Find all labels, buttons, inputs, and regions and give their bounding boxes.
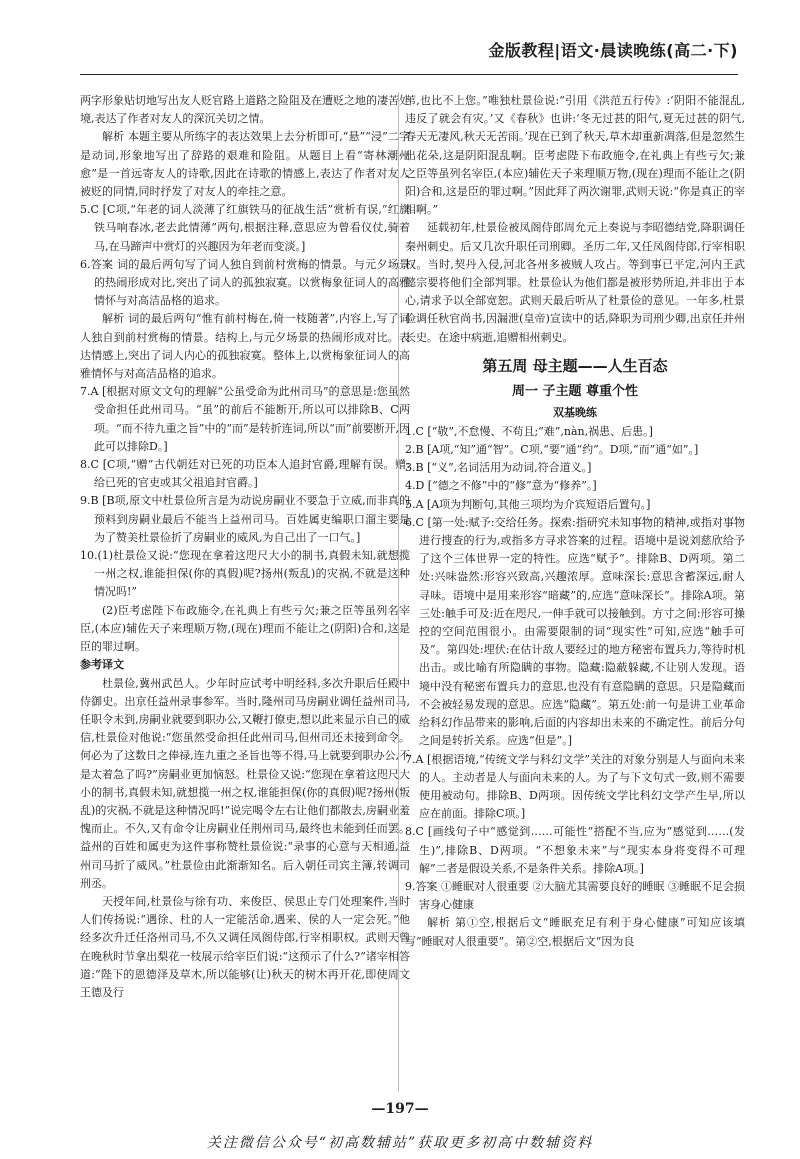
answer-item: 10.(1)杜景俭又说:“您现在拿着这咫尺大小的制书,真假未知,就想揽一州之权,谁能担保(你的真假)呢?扬州(叛乱)的灾祸,不就是这种情况吗!” — [80, 549, 410, 599]
left-column — [80, 92, 410, 1092]
analysis-paragraph: 解析 词的最后两句“惟有前村梅在,倚一枝随著”,内容上,写了词人独自到前村赏梅的情景。结构上,与元夕场景的热闹形成对比。表达情感上,突出了词人内心的孤独寂寞。整体上,以赏梅象征词人的高雅情怀与对高洁品格的追求。 — [80, 312, 410, 381]
day-title: 周一 子主题 尊重个性 — [511, 383, 639, 399]
footer-watermark: 关注微信公众号“初高数辅站”获取更多初高中数辅资料 — [206, 1135, 594, 1151]
answer-item: 7.A [根据语境,“传统文学与科幻文学”关注的对象分别是人与面向未来的人。主动者是人与面向未来的人。为了与下文句式一致,则不需要使用被动句。排除B、D两项。因传统文学比科幻文学产生早,所以应在前面。排除C项。] — [405, 752, 745, 821]
translation-paragraph: 延载初年,杜景俭被凤阁侍郎周允元上奏说与李昭德结党,降职调任秦州刺史。后又几次升职任司刑卿。圣历二年,又任凤阁侍郎,行宰相职权。当时,契丹入侵,河北各州多被贼人攻占。等到事已平定,河内王武懿宗要将他们全部判罪。杜景俭认为他们都是被形势所迫,并非出于本心,请求予以全部宽恕。武则天最后听从了杜景俭的意见。一年多,杜景俭调任秋官尚书,因漏泄(皇帝)宣读中的话,降职为司刑少卿,出京任并州长史。在途中病逝,追赠相州刺史。 — [405, 221, 745, 344]
paragraph: (2)臣考虑陛下布政施令,在礼典上有些亏欠;兼之臣等虽列名宰臣,(本应)辅佐天子来理顺万物,(现在)理而不能让之(阴阳)合和,这是臣的罪过啊。 — [80, 603, 410, 654]
translation-paragraph: 杜景俭,冀州武邑人。少年时应试考中明经科,多次升职后任殿中侍御史。出京任益州录事参军。当时,隆州司马房嗣业调任益州司马,任职令未到,房嗣业就要到职办公,又鞭打僚吏,想以此来显示自己的威信,杜景俭对他说:“您虽然受命担任此州司马,但州司还未接到命令。何必为了这数日之俸禄,连九重之圣旨也等不得,马上就要到职办公,不是太着急了吗?”房嗣业更加恼怒。杜景俭又说:“您现在拿着这咫尺大小的制书,真假未知,就想揽一州之权,谁能担保(你的真假)呢?扬州(叛乱)的灾祸,不就是这种情况吗!”说完喝令左右让他们都散去,房嗣业羞愧而止。不久,又有命令让房嗣业任荆州司马,最终也未能到任而罢。益州的百姓和属吏为这件事称赞杜景俭说:“录事的心意与天相通,益州司马折了威风。”杜景俭由此渐渐知名。后入朝任司宾主簿,转调司刑丞。 — [80, 676, 410, 890]
analysis-paragraph: 解析 本题主要从所练字的表达效果上去分析即可,“悬”“浸”二字是动词,形象地写出了辞路的艰难和险阻。从题目上看“寄林潮州愈”是一首远寄友人的诗歌,因此在诗歌的情感上,表达了作者对友人被贬的同情,同时抒发了对友人的牵挂之意。 — [80, 130, 410, 199]
answer-item: 6.C [第一处:赋予:交给任务。探索:指研究未知事物的精神,或指对事物进行搜查的行为,或指多方寻求答案的过程。语境中是说刘慈欣给予了这个三体世界一定的特性。应选“赋予”。排除B、D两项。第二处:兴味盎然:形容兴致高,兴趣浓厚。意味深长:意思含蓄深远,耐人寻味。语境中是用来形容“暗藏”的,应选“意味深长”。排除A项。第三处:触手可及:近在咫尺,一伸手就可以接触到。方寸之间:形容可操控的空间范围很小。由需要限制的词“现实性”可知,应选“触手可及”。第四处:埋伏:在估计敌人要经过的地方秘密布置兵力,等待时机出击。或比喻有所隐瞒的事物。隐藏:隐蔽躲藏,不让别人发现。语境中没有秘密布置兵力的意思,也没有有意隐瞒的意思。只是隐藏而不会被轻易发现的意思。应选“隐藏”。第五处:前一句是讲工业革命给科幻作品带来的影响,后面的内容却出未来的不确定性。前后分句之间是转折关系。应选“但是”。] — [405, 515, 745, 748]
header-rule — [80, 74, 738, 75]
practice-title: 双基晚练 — [553, 405, 597, 419]
answer-item: 5.C [C项,“年老的词人淡薄了红旗铁马的征战生活”赏析有误,“红旗铁马响春冰,老去此情薄”两句,根据注释,意思应为曾看仪仗,骑着马,在马蹄声中赏灯的兴趣因为年老而变淡。] — [80, 203, 410, 253]
analysis-paragraph: 解析 第①空,根据后文“睡眠充足有利于身心健康”可知应该填写“睡眠对人很重要”。第②空,根据后文“因为良 — [405, 916, 745, 948]
answer-item: 9.答案 ①睡眠对人很重要 ②大脑尤其需要良好的睡眠 ③睡眠不足会损害身心健康 — [405, 879, 745, 912]
answer-item: 2.B [A项,“知”通“智”。C项,“要”通“约”。D项,“而”通“如”。] — [405, 443, 699, 457]
answer-item: 8.C [C项,“赠”古代朝廷对已死的功臣本人追封官爵,理解有误。赠:给已死的官吏或其父祖追封官爵。] — [80, 458, 410, 490]
answer-item: 8.C [画线句子中“感觉到……可能性”搭配不当,应为“感觉到……(发生)”,排除B、D两项。“不想象未来”与“现实本身将变得不可理解”二者是假设关系,不是条件关系。排除A项。] — [405, 825, 745, 875]
answer-item: 6.答案 词的最后两句写了词人独自到前村赏梅的情景。与元夕场景的热闹形成对比,突出了词人的孤独寂寞。以赏梅象征词人的高雅情怀与对高洁品格的追求。 — [80, 257, 410, 308]
week-title: 第五周 母主题——人生百态 — [482, 356, 668, 375]
reference-translation-heading: 参考译文 — [80, 658, 124, 672]
page-number: —197— — [371, 1101, 429, 1117]
translation-paragraph: 苇,也比不上您。”唯独杜景俭说:“引用《洪范五行传》:‘阴阳不能混乱,违反了就会有灾。’又《春秋》也讲:‘冬无过甚的阳气,夏无过甚的阴气,春天无凄风,秋天无苦雨。’现在已到了秋天,草木却重新凋落,但是忽然生出花朵,这是阴阳混乱啊。臣考虑陛下布政施令,在礼典上有些亏欠;兼之臣等虽列名宰臣,(本应)辅佐天子来理顺万物,(现在)理而不能让之(阴阳)合和,这是臣的罪过啊。”因此拜了两次谢罪,武则天说:“你是真正的宰相啊。” — [405, 94, 745, 217]
answer-item: 5.A [A项为判断句,其他三项均为介宾短语后置句。] — [405, 497, 651, 511]
answer-item: 3.B [“义”,名词活用为动词,符合道义。] — [405, 461, 592, 475]
translation-paragraph: 天授年间,杜景俭与徐有功、来俊臣、侯思止专门处理案件,当时人们传扬说:“遇徐、杜的人一定能活命,遇来、侯的人一定会死。”他经多次升迁任洛州司马,不久又调任凤阁侍郎,行宰相职权。武则天曾在晚秋时节拿出梨花一枝展示给宰臣们说:“这预示了什么?”诸宰相答道:“陛下的恩德泽及草木,所以能够(让)秋天的树木再开花,即使周文王德及行 — [80, 894, 410, 999]
paragraph: 两字形象贴切地写出友人贬官路上道路之险阻及在遭贬之地的凄苦处境,表达了作者对友人的深沉关切之情。 — [80, 94, 410, 126]
answer-item: 4.D [“德之不修”中的“修”意为“修养”。] — [405, 479, 597, 493]
answer-item: 7.A [根据对原文文句的理解“公虽受命为此州司马”的意思是:您虽然受命担任此州司马。“虽”的前后不能断开,所以可以排除B、C两项。“而不待九重之旨”中的“而”是转折连词,所以“而”前要断开,因此可以排除D。] — [80, 385, 410, 453]
right-column — [405, 92, 745, 1092]
column-divider — [398, 92, 399, 1092]
page-header — [0, 30, 738, 70]
answer-item: 1.C [“敬”,不怠慢、不苟且;“难”,nàn,祸患、后患。] — [405, 424, 653, 438]
answer-item: 9.B [B项,原文中杜景俭所言是为动说房嗣业不要急于立威,而非真的预料到房嗣业最后不能当上益州司马。百姓属吏编职口溜主要是为了赞美杜景俭折了房嗣业的威风,为自己出了一口气。] — [80, 494, 410, 544]
header-title: 金版教程|语文·晨读晚练(高二·下) — [488, 41, 738, 60]
